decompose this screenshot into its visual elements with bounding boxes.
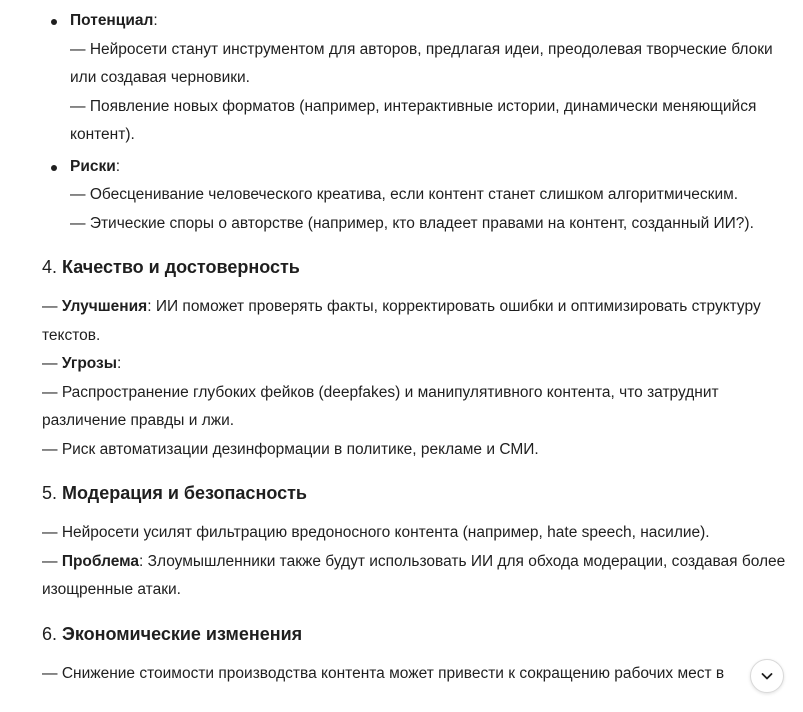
potential-line-2: — Появление новых форматов (например, интерактивные истории, динамически меняющийся контент). (70, 97, 757, 143)
quality-threat-1: — Распространение глубоких фейков (deepfakes) и манипулятивного контента, что затруднит различение правды и лжи. (42, 383, 719, 429)
section-moderation (42, 479, 792, 605)
economy-line-1: — Снижение стоимости производства контента может привести к сокращению рабочих мест в (42, 664, 725, 682)
moderation-problem: — Проблема: Злоумышленники также будут использовать ИИ для обхода модерации, создавая более изощренные атаки. (42, 552, 786, 598)
list-item-potential: Потенциал: — Нейросети станут инструментом для авторов, предлагая идеи, преодолевая творческие блоки или создавая черновики. — Появление новых форматов (например, интерактивные истории, динамически меняющийся контент). (42, 7, 792, 150)
quality-improvements: — Улучшения: ИИ поможет проверять факты, корректировать ошибки и оптимизировать структуру текстов. (42, 298, 761, 344)
bullet-list (42, 7, 792, 238)
potential-label: Потенциал (70, 12, 154, 29)
scroll-to-bottom-button[interactable] (750, 659, 784, 693)
chat-message-content (42, 7, 792, 688)
heading-economy: 6. Экономические изменения (42, 623, 303, 644)
quality-threats-label: — Угрозы: (42, 355, 122, 372)
list-item-risks: Риски: — Обесценивание человеческого креатива, если контент станет слишком алгоритмическим. — Этические споры о авторстве (например, кто владеет правами на контент, созданный ИИ?). (42, 153, 792, 239)
section-economy (42, 620, 792, 689)
heading-quality: 4. Качество и достоверность (42, 257, 300, 277)
heading-moderation: 5. Модерация и безопасность (42, 483, 307, 503)
risks-line-1: — Обесценивание человеческого креатива, если контент станет слишком алгоритмическим. (70, 186, 739, 203)
risks-line-2: — Этические споры о авторстве (например, кто владеет правами на контент, созданный ИИ?). (70, 214, 754, 232)
section-quality (42, 253, 792, 464)
risks-label: Риски (70, 157, 116, 175)
moderation-line-1: — Нейросети усилят фильтрацию вредоносного контента (например, hate speech, насилие). (42, 524, 710, 541)
potential-line-1: — Нейросети станут инструментом для авторов, предлагая идеи, преодолевая творческие блоки или создавая черновики. (70, 40, 773, 86)
chevron-down-icon (759, 668, 775, 684)
quality-threat-2: — Риск автоматизации дезинформации в политике, рекламе и СМИ. (42, 440, 539, 458)
